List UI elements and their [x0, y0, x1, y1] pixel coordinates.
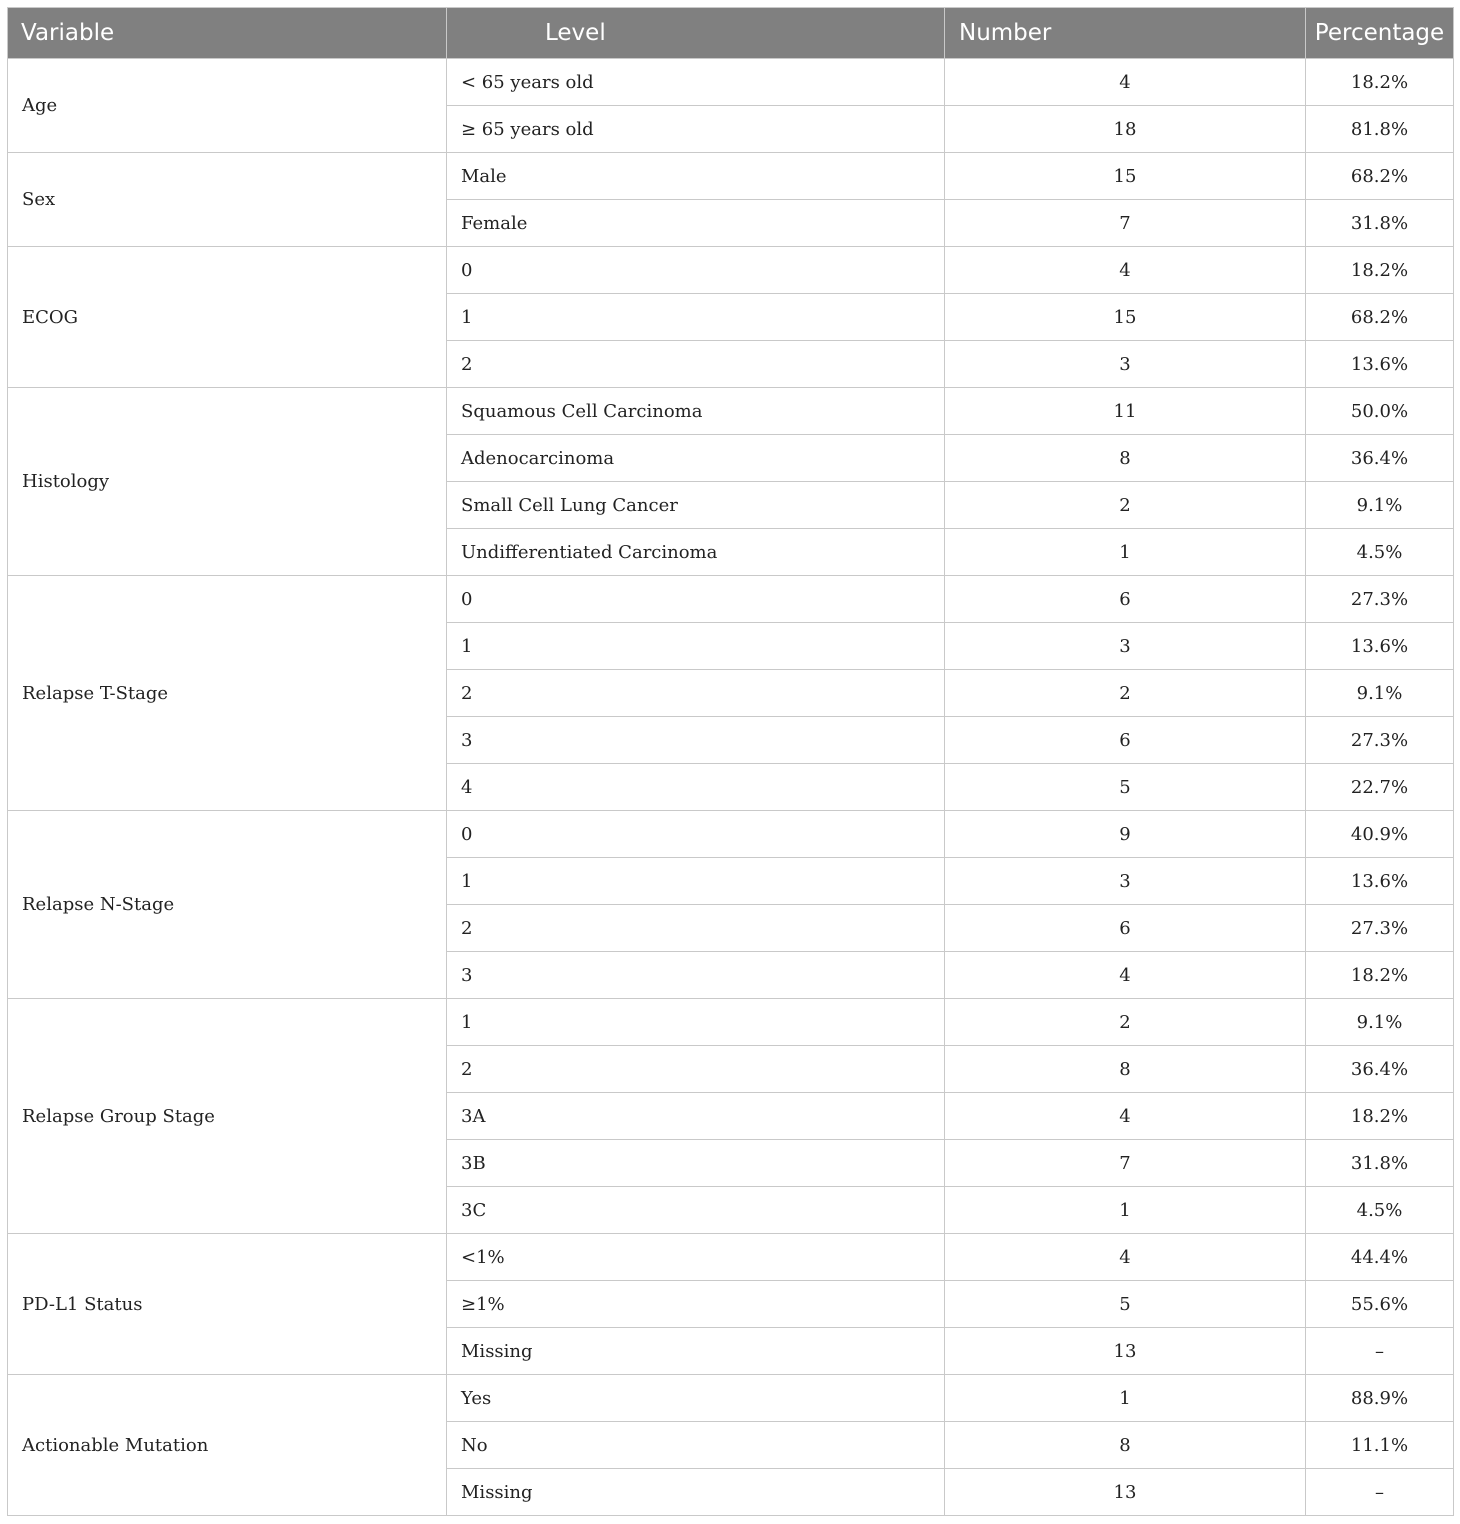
- variable-cell: Sex: [8, 153, 447, 247]
- table-row: [8, 999, 1454, 1046]
- table-row: [8, 1234, 1454, 1281]
- level-cell: 1: [447, 858, 945, 905]
- number-cell: 6: [945, 717, 1306, 764]
- level-cell: 3: [447, 952, 945, 999]
- number-cell: 6: [945, 905, 1306, 952]
- percentage-cell: 4.5%: [1306, 529, 1454, 576]
- number-cell: 4: [945, 952, 1306, 999]
- level-cell: 3C: [447, 1187, 945, 1234]
- level-cell: < 65 years old: [447, 59, 945, 106]
- level-cell: Small Cell Lung Cancer: [447, 482, 945, 529]
- percentage-cell: 9.1%: [1306, 482, 1454, 529]
- number-cell: 6: [945, 576, 1306, 623]
- header-percentage: Percentage: [1306, 8, 1454, 59]
- percentage-cell: 18.2%: [1306, 1093, 1454, 1140]
- number-cell: 2: [945, 482, 1306, 529]
- level-cell: ≥ 65 years old: [447, 106, 945, 153]
- number-cell: 4: [945, 59, 1306, 106]
- percentage-cell: 88.9%: [1306, 1375, 1454, 1422]
- table-row: [8, 811, 1454, 858]
- header-row: [8, 8, 1454, 59]
- percentage-cell: 13.6%: [1306, 623, 1454, 670]
- level-cell: 0: [447, 247, 945, 294]
- number-cell: 8: [945, 1046, 1306, 1093]
- number-cell: 4: [945, 1234, 1306, 1281]
- variable-cell: Relapse T-Stage: [8, 576, 447, 811]
- number-cell: 4: [945, 247, 1306, 294]
- level-cell: Female: [447, 200, 945, 247]
- level-cell: 2: [447, 670, 945, 717]
- header-variable: Variable: [8, 8, 447, 59]
- level-cell: Missing: [447, 1328, 945, 1375]
- table-row: [8, 388, 1454, 435]
- level-cell: 4: [447, 764, 945, 811]
- number-cell: 8: [945, 1422, 1306, 1469]
- table-row: [8, 59, 1454, 106]
- percentage-cell: –: [1306, 1469, 1454, 1516]
- level-cell: 2: [447, 341, 945, 388]
- number-cell: 3: [945, 341, 1306, 388]
- percentage-cell: 44.4%: [1306, 1234, 1454, 1281]
- variable-cell: Histology: [8, 388, 447, 576]
- level-cell: 2: [447, 905, 945, 952]
- variable-cell: PD-L1 Status: [8, 1234, 447, 1375]
- percentage-cell: 22.7%: [1306, 764, 1454, 811]
- table-row: [8, 1375, 1454, 1422]
- header-number: Number: [945, 8, 1306, 59]
- level-cell: <1%: [447, 1234, 945, 1281]
- level-cell: 3B: [447, 1140, 945, 1187]
- percentage-cell: 68.2%: [1306, 294, 1454, 341]
- percentage-cell: 11.1%: [1306, 1422, 1454, 1469]
- level-cell: 3A: [447, 1093, 945, 1140]
- percentage-cell: 27.3%: [1306, 576, 1454, 623]
- percentage-cell: 55.6%: [1306, 1281, 1454, 1328]
- percentage-cell: 18.2%: [1306, 59, 1454, 106]
- percentage-cell: 18.2%: [1306, 247, 1454, 294]
- variable-cell: Age: [8, 59, 447, 153]
- number-cell: 3: [945, 858, 1306, 905]
- percentage-cell: 9.1%: [1306, 670, 1454, 717]
- percentage-cell: 27.3%: [1306, 717, 1454, 764]
- level-cell: No: [447, 1422, 945, 1469]
- level-cell: 3: [447, 717, 945, 764]
- number-cell: 2: [945, 999, 1306, 1046]
- level-cell: Male: [447, 153, 945, 200]
- number-cell: 18: [945, 106, 1306, 153]
- characteristics-table: [7, 7, 1454, 1516]
- number-cell: 5: [945, 1281, 1306, 1328]
- percentage-cell: 4.5%: [1306, 1187, 1454, 1234]
- number-cell: 4: [945, 1093, 1306, 1140]
- number-cell: 7: [945, 200, 1306, 247]
- level-cell: Undifferentiated Carcinoma: [447, 529, 945, 576]
- level-cell: Adenocarcinoma: [447, 435, 945, 482]
- level-cell: 0: [447, 576, 945, 623]
- table-row: [8, 247, 1454, 294]
- variable-cell: Relapse Group Stage: [8, 999, 447, 1234]
- number-cell: 1: [945, 1375, 1306, 1422]
- table-body: [8, 59, 1454, 1516]
- percentage-cell: 31.8%: [1306, 200, 1454, 247]
- level-cell: 1: [447, 999, 945, 1046]
- level-cell: 2: [447, 1046, 945, 1093]
- number-cell: 15: [945, 153, 1306, 200]
- variable-cell: Relapse N-Stage: [8, 811, 447, 999]
- number-cell: 1: [945, 1187, 1306, 1234]
- level-cell: 0: [447, 811, 945, 858]
- number-cell: 8: [945, 435, 1306, 482]
- percentage-cell: 68.2%: [1306, 153, 1454, 200]
- table-row: [8, 576, 1454, 623]
- number-cell: 1: [945, 529, 1306, 576]
- number-cell: 5: [945, 764, 1306, 811]
- header-level: Level: [447, 8, 945, 59]
- number-cell: 15: [945, 294, 1306, 341]
- variable-cell: Actionable Mutation: [8, 1375, 447, 1516]
- level-cell: 1: [447, 623, 945, 670]
- number-cell: 11: [945, 388, 1306, 435]
- level-cell: Squamous Cell Carcinoma: [447, 388, 945, 435]
- percentage-cell: 13.6%: [1306, 858, 1454, 905]
- number-cell: 7: [945, 1140, 1306, 1187]
- table-row: [8, 153, 1454, 200]
- variable-cell: ECOG: [8, 247, 447, 388]
- level-cell: ≥1%: [447, 1281, 945, 1328]
- number-cell: 2: [945, 670, 1306, 717]
- percentage-cell: 13.6%: [1306, 341, 1454, 388]
- number-cell: 13: [945, 1469, 1306, 1516]
- percentage-cell: 36.4%: [1306, 1046, 1454, 1093]
- number-cell: 9: [945, 811, 1306, 858]
- percentage-cell: 18.2%: [1306, 952, 1454, 999]
- percentage-cell: 36.4%: [1306, 435, 1454, 482]
- percentage-cell: 31.8%: [1306, 1140, 1454, 1187]
- number-cell: 3: [945, 623, 1306, 670]
- percentage-cell: 27.3%: [1306, 905, 1454, 952]
- percentage-cell: 40.9%: [1306, 811, 1454, 858]
- percentage-cell: 50.0%: [1306, 388, 1454, 435]
- level-cell: 1: [447, 294, 945, 341]
- number-cell: 13: [945, 1328, 1306, 1375]
- level-cell: Yes: [447, 1375, 945, 1422]
- percentage-cell: 9.1%: [1306, 999, 1454, 1046]
- percentage-cell: –: [1306, 1328, 1454, 1375]
- percentage-cell: 81.8%: [1306, 106, 1454, 153]
- level-cell: Missing: [447, 1469, 945, 1516]
